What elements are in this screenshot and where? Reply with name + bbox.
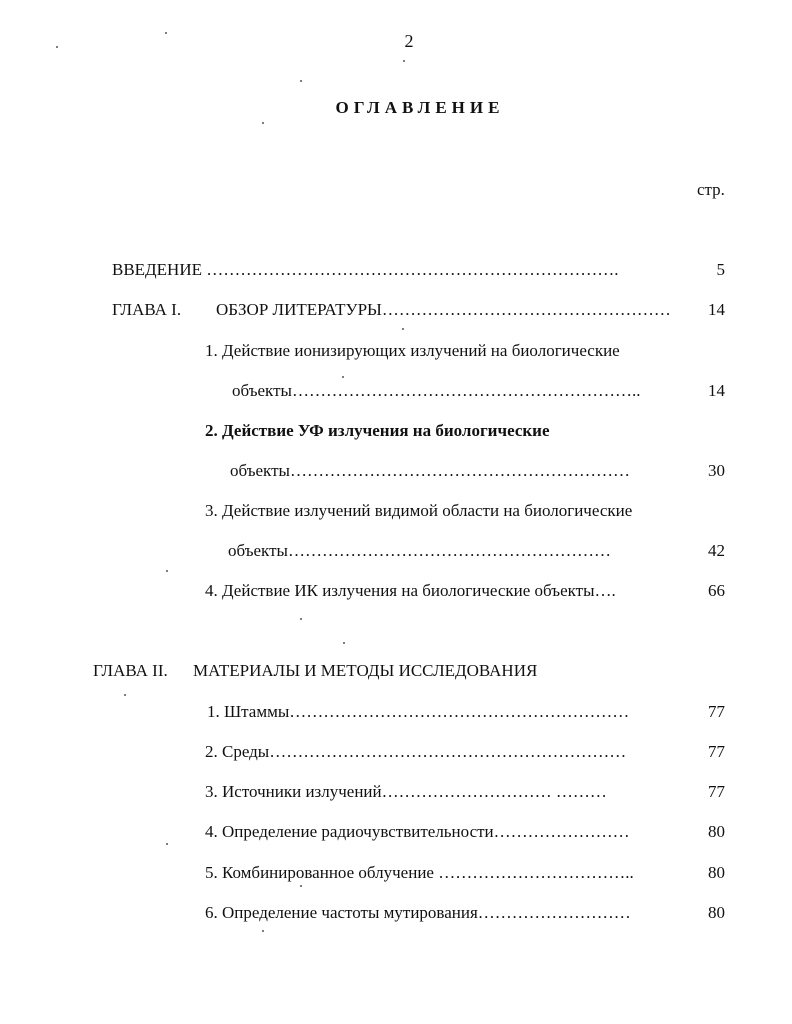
- toc-item-1-2-page: 30: [708, 461, 725, 480]
- toc-item-2-1: 1. Штаммы……………………………………………………: [207, 702, 630, 721]
- toc-page-intro: 5: [716, 260, 725, 279]
- toc-item-2-2: 2. Среды………………………………………………………: [205, 742, 627, 761]
- toc-item-1-1-line2: объекты……………………………………………………..: [232, 381, 641, 400]
- toc-item-1-2-line2: объекты……………………………………………………: [230, 461, 630, 480]
- toc-item-1-1-line1: 1. Действие ионизирующих излучений на биологические: [205, 341, 620, 360]
- toc-item-1-3-line1: 3. Действие излучений видимой области на биологические: [205, 501, 633, 520]
- toc-item-2-6-page: 80: [708, 903, 725, 922]
- toc-item-2-2-page: 77: [708, 742, 725, 761]
- chapter-1-title: ОБЗОР ЛИТЕРАТУРЫ……………………………………………: [216, 300, 671, 319]
- toc-item-1-1-page: 14: [708, 381, 725, 400]
- toc-entry-intro: ВВЕДЕНИЕ ……………………………………………………………….: [112, 260, 619, 279]
- scan-speck: [124, 694, 126, 696]
- scan-speck: [343, 642, 345, 644]
- toc-item-1-4-line1: 4. Действие ИК излучения на биологические объекты….: [205, 581, 616, 600]
- chapter-2-title: МАТЕРИАЛЫ И МЕТОДЫ ИССЛЕДОВАНИЯ: [193, 661, 538, 680]
- toc-item-2-3-page: 77: [708, 782, 725, 801]
- scan-speck: [262, 930, 264, 932]
- toc-item-2-4-page: 80: [708, 822, 725, 841]
- toc-item-2-4: 4. Определение радиочувствительности……………………: [205, 822, 630, 841]
- toc-item-1-4-page: 66: [708, 581, 725, 600]
- scan-speck: [403, 60, 405, 62]
- scan-speck: [300, 80, 302, 82]
- toc-item-1-3-page: 42: [708, 541, 725, 560]
- toc-item-2-6: 6. Определение частоты мутирования………………………: [205, 903, 631, 922]
- chapter-2-label: ГЛАВА II.: [93, 661, 168, 680]
- chapter-1-page: 14: [708, 300, 725, 319]
- toc-item-1-2-line1: 2. Действие УФ излучения на биологические: [205, 421, 550, 440]
- toc-item-1-3-line2: объекты…………………………………………………: [228, 541, 611, 560]
- scan-speck: [300, 885, 302, 887]
- page-title: ОГЛАВЛЕНИЕ: [335, 98, 505, 117]
- scan-speck: [166, 843, 168, 845]
- toc-item-2-3: 3. Источники излучений………………………… ………: [205, 782, 607, 801]
- chapter-1-label: ГЛАВА I.: [112, 300, 182, 319]
- toc-item-2-5-page: 80: [708, 863, 725, 882]
- page-number: 2: [404, 31, 414, 51]
- scan-speck: [402, 328, 404, 330]
- scan-speck: [262, 122, 264, 124]
- toc-item-2-1-page: 77: [708, 702, 725, 721]
- scan-speck: [342, 376, 344, 378]
- toc-item-2-5: 5. Комбинированное облучение ……………………………..: [205, 863, 634, 882]
- scan-speck: [300, 618, 302, 620]
- page-column-label: стр.: [697, 180, 725, 199]
- scan-speck: [166, 570, 168, 572]
- scan-speck: [165, 32, 167, 34]
- scan-speck: [56, 46, 58, 48]
